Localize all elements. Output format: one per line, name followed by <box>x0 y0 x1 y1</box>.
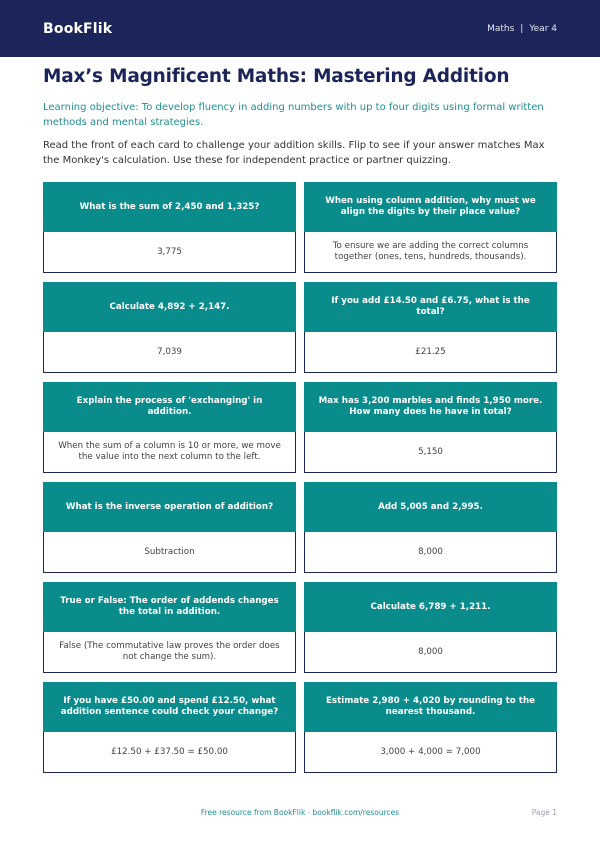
page-footer <box>0 808 600 820</box>
subject-label: Maths <box>487 23 515 34</box>
level-label: Year 4 <box>529 23 557 34</box>
flashcard[interactable] <box>43 382 296 473</box>
flashcard[interactable] <box>304 682 557 773</box>
card-back: When the sum of a column is 10 or more, we move the value into the next column to the left. <box>43 432 296 473</box>
flashcard[interactable] <box>304 282 557 373</box>
card-front: True or False: The order of addends changes the total in addition. <box>43 582 296 632</box>
card-front: What is the inverse operation of addition? <box>43 482 296 532</box>
card-row <box>43 382 557 473</box>
card-back: 8,000 <box>304 532 557 573</box>
instructions: Read the front of each card to challenge your addition skills. Flip to see if your answer matches Max the Monkey's calculation. Use these for independent practice or partner quizzing. <box>43 140 545 166</box>
card-front: Calculate 4,892 + 2,147. <box>43 282 296 332</box>
flashcard[interactable] <box>304 482 557 573</box>
top-bar <box>0 0 600 57</box>
card-front: If you have £50.00 and spend £12.50, what addition sentence could check your change? <box>43 682 296 732</box>
flashcard[interactable] <box>43 482 296 573</box>
card-row <box>43 182 557 273</box>
card-front: Calculate 6,789 + 1,211. <box>304 582 557 632</box>
card-row <box>43 282 557 373</box>
card-front: If you add £14.50 and £6.75, what is the total? <box>304 282 557 332</box>
footer-source-link[interactable]: Free resource from BookFlik · bookflik.com/resources <box>200 808 400 817</box>
brand-logo[interactable]: BookFlik <box>43 20 113 37</box>
page-number: Page 1 <box>531 808 557 817</box>
card-back: £12.50 + £37.50 = £50.00 <box>43 732 296 773</box>
card-front: What is the sum of 2,450 and 1,325? <box>43 182 296 232</box>
flashcard[interactable] <box>304 382 557 473</box>
flashcard[interactable] <box>43 582 296 673</box>
flashcard[interactable] <box>43 182 296 273</box>
card-row <box>43 682 557 773</box>
card-back: Subtraction <box>43 532 296 573</box>
learning-objective: Learning objective: To develop fluency in adding numbers with up to four digits using formal written methods and mental strategies. <box>43 102 544 128</box>
card-front: Add 5,005 and 2,995. <box>304 482 557 532</box>
card-back: 8,000 <box>304 632 557 673</box>
card-back: 5,150 <box>304 432 557 473</box>
card-back: £21.25 <box>304 332 557 373</box>
card-back: 3,775 <box>43 232 296 273</box>
card-back: False (The commutative law proves the order does not change the sum). <box>43 632 296 673</box>
header-meta <box>487 24 557 34</box>
card-row <box>43 482 557 573</box>
card-front: When using column addition, why must we align the digits by their place value? <box>304 182 557 232</box>
flashcard[interactable] <box>43 682 296 773</box>
page-title: Max’s Magnificent Maths: Mastering Addition <box>43 66 510 87</box>
card-back: 7,039 <box>43 332 296 373</box>
flashcard-grid <box>43 182 557 782</box>
card-front: Explain the process of 'exchanging' in addition. <box>43 382 296 432</box>
card-back: 3,000 + 4,000 = 7,000 <box>304 732 557 773</box>
card-front: Max has 3,200 marbles and finds 1,950 more. How many does he have in total? <box>304 382 557 432</box>
flashcard[interactable] <box>304 182 557 273</box>
card-back: To ensure we are adding the correct columns together (ones, tens, hundreds, thousands). <box>304 232 557 273</box>
card-front: Estimate 2,980 + 4,020 by rounding to the nearest thousand. <box>304 682 557 732</box>
flashcard[interactable] <box>43 282 296 373</box>
flashcard[interactable] <box>304 582 557 673</box>
card-row <box>43 582 557 673</box>
meta-separator: | <box>520 23 524 34</box>
